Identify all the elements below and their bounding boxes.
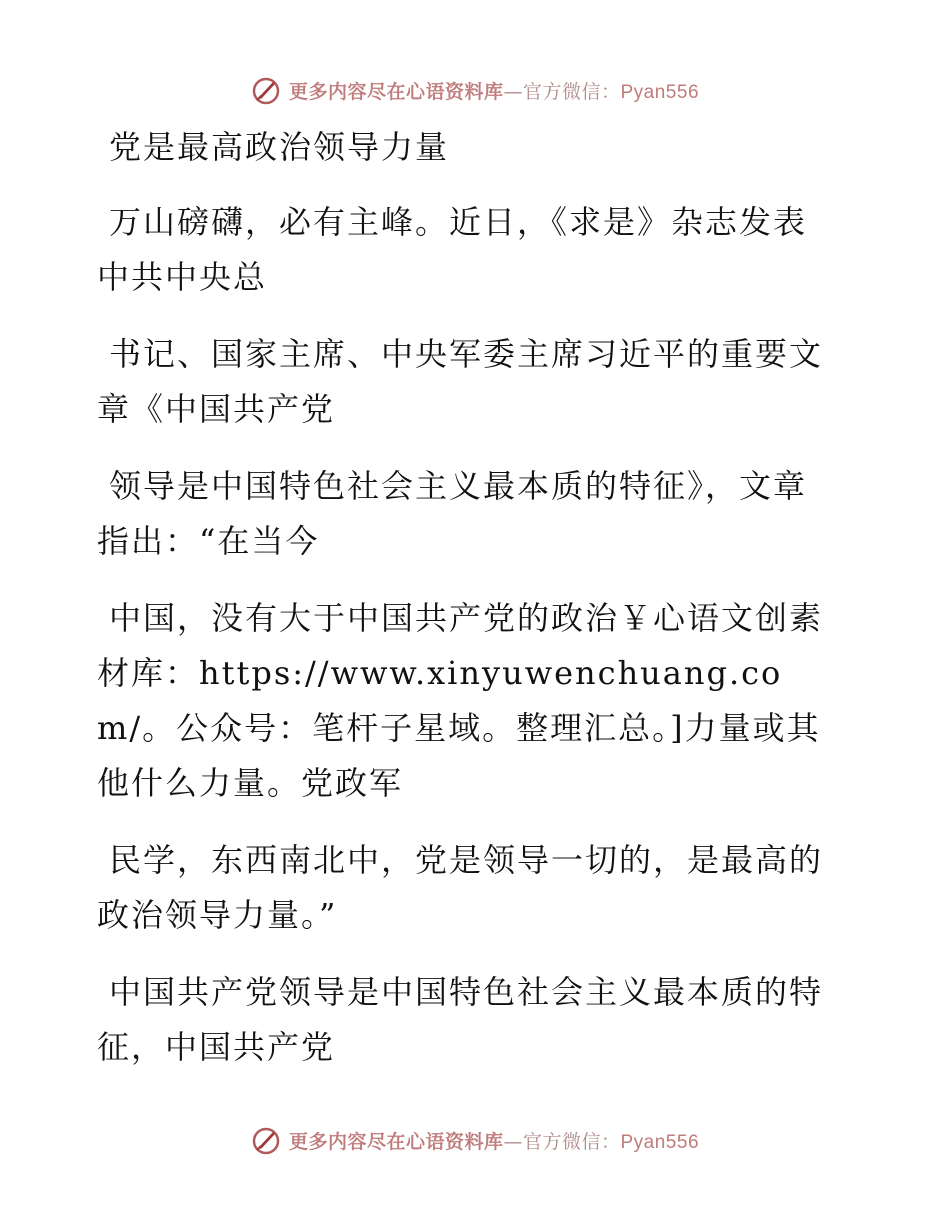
document-body — [97, 120, 837, 1097]
watermark-text — [289, 1127, 699, 1154]
header-watermark-banner — [0, 70, 950, 110]
paragraph: 中国，没有大于中国共产党的政治￥心语文创素材库：https://www.xinyuwenchuang.com/。公众号：笔杆子星域。整理汇总。]力量或其他什么力量。党政军 — [97, 599, 824, 802]
watermark-text — [289, 77, 699, 104]
paragraph: 万山磅礴，必有主峰。近日，《求是》杂志发表中共中央总 — [97, 203, 808, 296]
feather-quill-logo-icon — [251, 75, 281, 105]
watermark-main-text: 更多内容尽在心语资料库 — [288, 80, 504, 103]
watermark-wechat-id: Pyan556 — [620, 1131, 700, 1153]
feather-quill-logo-icon — [251, 1125, 281, 1155]
watermark-separator: — — [503, 1130, 523, 1153]
document-title: 党是最高政治领导力量 — [109, 128, 450, 166]
paragraph: 民学，东西南北中，党是领导一切的，是最高的政治领导力量。” — [97, 841, 824, 934]
paragraph: 领导是中国特色社会主义最本质的特征》，文章指出：“在当今 — [97, 467, 808, 560]
watermark-separator: — — [503, 80, 523, 103]
watermark-sub-text: 官方微信： — [522, 1130, 621, 1153]
footer-watermark-banner — [0, 1120, 950, 1160]
paragraph: 书记、国家主席、中央军委主席习近平的重要文章《中国共产党 — [97, 335, 824, 428]
watermark-main-text: 更多内容尽在心语资料库 — [288, 1130, 504, 1153]
watermark-sub-text: 官方微信： — [522, 80, 621, 103]
paragraph: 中国共产党领导是中国特色社会主义最本质的特征，中国共产党 — [97, 973, 824, 1066]
watermark-wechat-id: Pyan556 — [620, 81, 700, 103]
